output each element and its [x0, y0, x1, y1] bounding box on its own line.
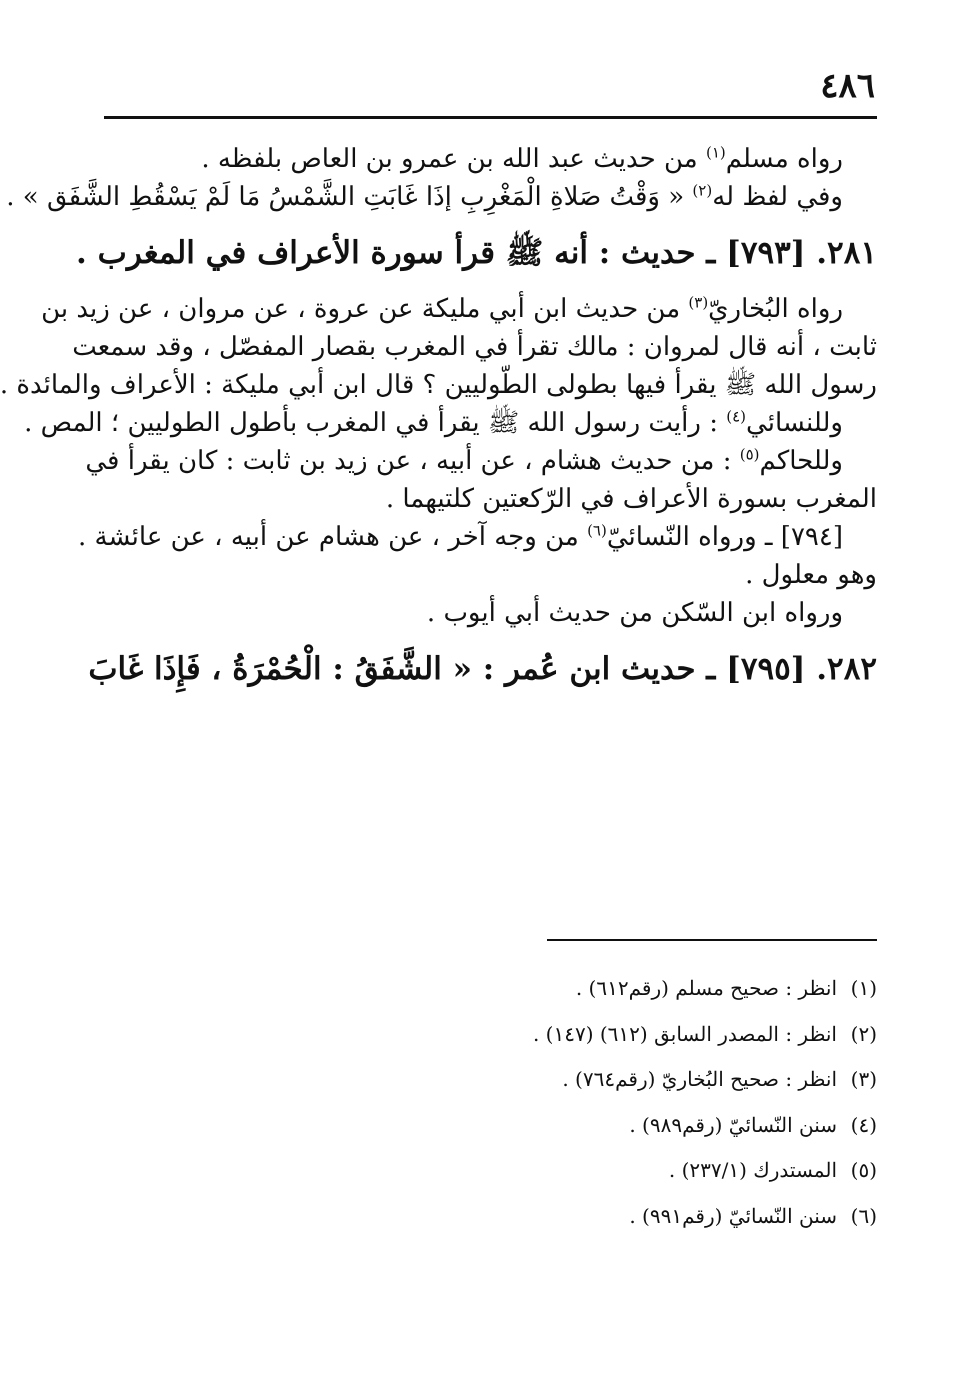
paragraph-line: ورواه ابن السّكن من حديث أبي أيوب . — [426, 598, 843, 628]
text-span: وفي لفظ له — [712, 182, 843, 212]
footnote-number: (٥) — [850, 1158, 877, 1182]
paragraph-line — [6, 178, 877, 216]
footnote-number: (١) — [850, 976, 877, 1000]
paragraph-line — [108, 140, 877, 178]
text-span: « وَقْتُ صَلاةِ الْمَغْرِبِ إذَا غَابَتِ الشَّمْسُ مَا لَمْ يَسْقُطِ الشَّفَق » . — [6, 182, 693, 212]
footnote-item — [108, 966, 877, 1012]
header-rule — [104, 116, 877, 119]
footnote-text: انظر : صحيح مسلم (رقم٦١٢) . — [575, 976, 837, 1000]
footnotes — [108, 966, 877, 1239]
footnote-number: (٦) — [850, 1203, 877, 1228]
paragraph-line — [41, 290, 877, 328]
footnote-ref[interactable]: (٤) — [726, 407, 747, 426]
footnote-number: (٤) — [850, 1112, 877, 1137]
text-span: [٧٩٤] ـ ورواه النّسائيّ — [606, 522, 843, 552]
paragraph-line: المغرب بسورة الأعراف في الرّكعتين كلتيهما . — [385, 484, 877, 514]
text-span: : رأيت رسول الله ﷺ يقرأ في المغرب بأطول الطوليين ؛ المص . — [24, 408, 727, 438]
footnote-text: انظر : المصدر السابق (٦١٢) (١٤٧) . — [532, 1021, 837, 1046]
text-span: من وجه آخر ، عن هشام عن أبيه ، عن عائشة . — [78, 522, 588, 552]
paragraph-line — [78, 518, 877, 556]
footnote-item — [108, 1194, 877, 1240]
footnote-item — [108, 1012, 877, 1058]
text-span: وللحاكم — [759, 446, 843, 476]
footnote-ref[interactable]: (١) — [705, 143, 726, 162]
text-span: : من حديث هشام ، عن أبيه ، عن زيد بن ثابت : كان يقرأ في — [85, 446, 740, 476]
paragraph-line: وهو معلول . — [745, 560, 877, 590]
text-span: رواه مسلم — [725, 144, 843, 174]
hadith-heading-281: ٢٨١. [٧٩٣] ـ حديث : أنه ﷺ قرأ سورة الأعراف في المغرب . — [76, 235, 877, 271]
footnote-text: انظر : صحيح البُخاريّ (رقم٧٦٤) . — [562, 1067, 837, 1091]
main-text — [0, 140, 877, 706]
footnote-ref[interactable]: (٦) — [587, 521, 607, 540]
footnote-ref[interactable]: (٥) — [739, 445, 760, 464]
text-span: رواه البُخاريّ — [708, 294, 843, 324]
footnote-text: سنن النّسائيّ (رقم٩٨٩) . — [629, 1112, 837, 1137]
footnote-text: المستدرك (٢٣٧/١) . — [668, 1158, 837, 1182]
footnote-ref[interactable]: (٣) — [688, 293, 709, 312]
text-span: من حديث ابن أبي مليكة عن عروة ، عن مروان ، عن زيد بن — [41, 294, 689, 324]
footnote-item — [108, 1148, 877, 1194]
page-number: ٤٨٦ — [820, 66, 875, 106]
footnote-item — [108, 1057, 877, 1103]
footnote-number: (٢) — [850, 1021, 877, 1046]
footnote-text: سنن النّسائيّ (رقم٩٩١) . — [629, 1203, 837, 1228]
paragraph-line — [24, 404, 877, 442]
text-span: من حديث عبد الله بن عمرو بن العاص بلفظه . — [201, 144, 706, 174]
paragraph-line: ثابت ، أنه قال لمروان : مالك تقرأ في المغرب بقصار المفصّل ، وقد سمعت — [72, 332, 877, 362]
footnote-rule — [547, 939, 877, 941]
footnote-number: (٣) — [850, 1067, 877, 1091]
footnote-item — [108, 1103, 877, 1149]
hadith-heading-282: ٢٨٢. [٧٩٥] ـ حديث ابن عُمر : « الشَّفَقُ : الْحُمْرَةُ ، فَإِذَا غَابَ — [88, 651, 877, 687]
text-span: وللنسائي — [746, 408, 843, 438]
paragraph-line — [85, 442, 877, 480]
footnote-ref[interactable]: (٢) — [692, 181, 713, 200]
paragraph-line: رسول الله ﷺ يقرأ فيها بطولى الطّوليين ؟ قال ابن أبي مليكة : الأعراف والمائدة . — [0, 370, 877, 400]
